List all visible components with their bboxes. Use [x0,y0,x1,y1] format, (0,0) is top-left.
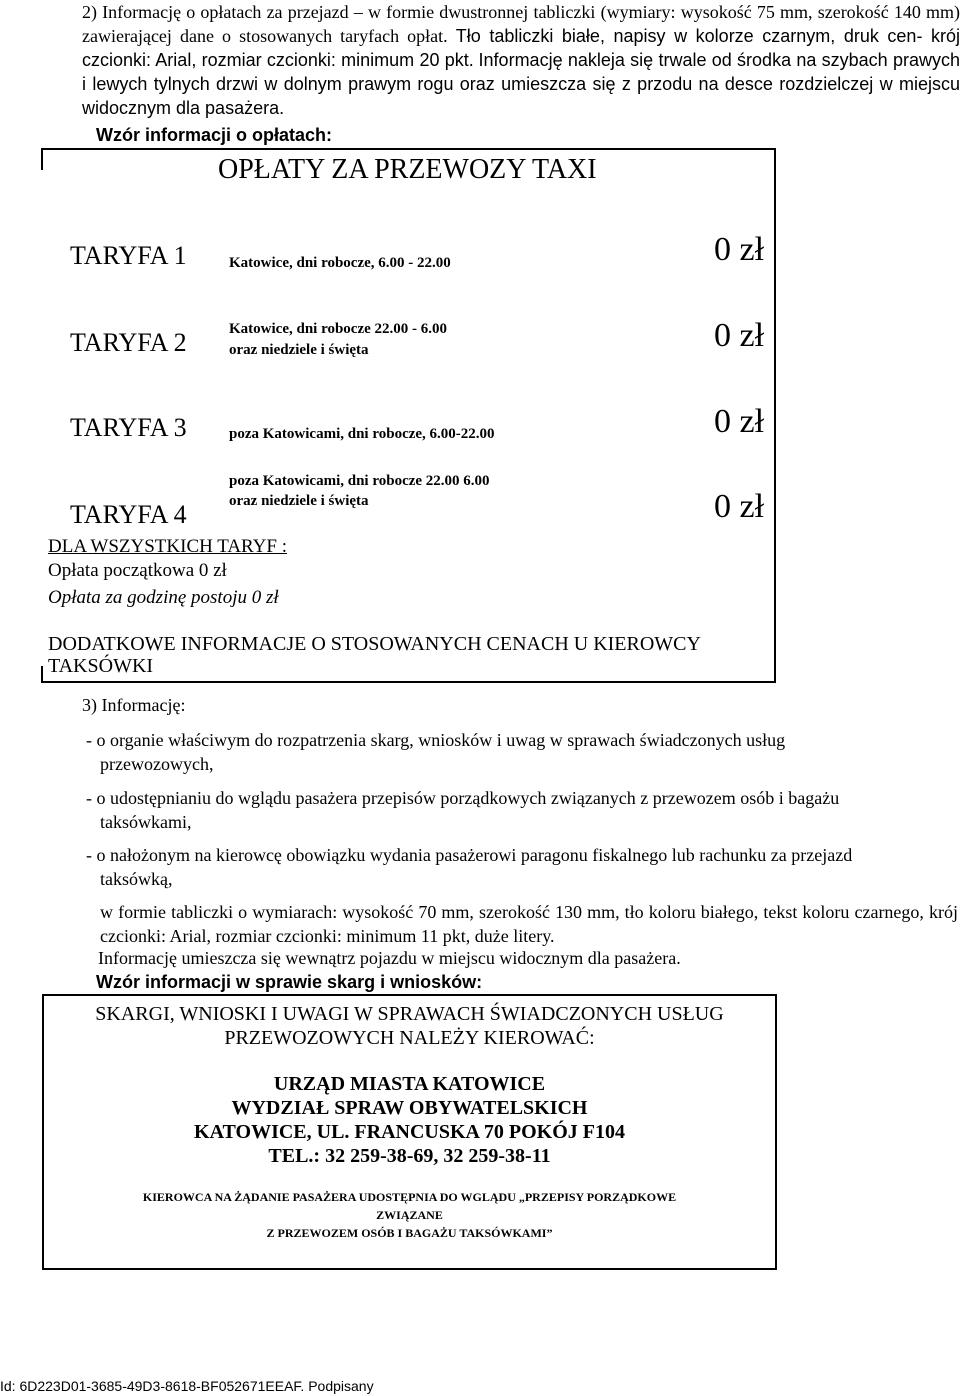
complaints-address [44,1072,775,1168]
tariff-3-desc: poza Katowicami, dni robocze, 6.00-22.00 [229,426,495,442]
initial-fee: Opłata początkowa 0 zł [48,560,227,581]
driver-note-line-2: ZWIĄZANE [376,1208,443,1222]
fees-template-label: Wzór informacji o opłatach: [96,125,333,145]
info-item-1 [86,728,958,776]
info-item-3-line-2: taksówką, [100,869,173,889]
section-2-text-2: Tło tabliczki białe, napisy w kolorze czarnym, druk cen- krój czcionki: Arial, rozmiar czcionki: minimum 20 pkt. [82,26,960,70]
address-line-1: URZĄD MIASTA KATOWICE [273,1073,546,1095]
document-id-footer: Id: 6D223D01-3685-49D3-8618-BF052671EEAF. Podpisany [0,1378,374,1394]
tariff-1-desc: Katowice, dni robocze, 6.00 - 22.00 [229,255,451,271]
tariff-4-price: 0 zł [714,488,765,525]
address-line-3: KATOWICE, UL. FRANCUSKA 70 POKÓJ F104 [194,1121,625,1143]
fees-title: OPŁATY ZA PRZEWOZY TAXI [218,154,597,185]
section-2-paragraph [82,0,960,120]
info-item-2-line-1: - o udostępnianiu do wglądu pasażera przepisów porządkowych związanych z przewozem osób i bagażu [86,788,840,808]
tariff-1-price: 0 zł [714,231,765,268]
hourly-fee: Opłata za godzinę postoju 0 zł [48,587,279,608]
form-text: w formie tabliczki o wymiarach: wysokość 70 mm, szerokość 130 mm, tło koloru białego, tekst koloru czarnego, krój czcionki: Arial, rozmiar czcionki: minimum 11 pkt, duże litery. [100,902,958,946]
info-item-1-line-1: - o organie właściwym do rozpatrzenia skarg, wniosków i uwag w sprawach świadczonych usług [86,730,786,750]
tariff-1-label: TARYFA 1 [70,241,187,270]
info-item-3 [86,843,958,891]
tariff-2-label: TARYFA 2 [70,328,187,357]
complaints-template-label: Wzór informacji w sprawie skarg i wniosków: [96,972,483,992]
all-tariffs-heading: DLA WSZYSTKICH TARYF : [48,536,288,557]
complaints-header-line-1: SKARGI, WNIOSKI I UWAGI W SPRAWACH ŚWIADCZONYCH USŁUG [95,1003,724,1025]
complaints-box [42,994,777,1270]
extra-info: DODATKOWE INFORMACJE O STOSOWANYCH CENACH U KIEROWCY TAKSÓWKI [48,633,701,677]
fees-box-corner [41,666,43,681]
placement-text: Informację umieszcza się wewnątrz pojazdu w miejscu widocznym dla pasażera. [98,948,681,968]
info-item-2 [86,786,958,834]
tariff-2-desc-2: oraz niedziele i święta [229,342,369,358]
complaints-header [44,1002,775,1050]
tariff-4-desc-1: poza Katowicami, dni robocze 22.00 6.00 [229,473,490,489]
tariff-2-desc-1: Katowice, dni robocze 22.00 - 6.00 [229,321,448,337]
tariff-4-desc-2: oraz niedziele i święta [229,493,369,509]
address-line-4: TEL.: 32 259-38-69, 32 259-38-11 [268,1145,551,1167]
address-line-2: WYDZIAŁ SPRAW OBYWATELSKICH [231,1097,588,1119]
tariff-4-label: TARYFA 4 [70,500,187,529]
info-item-1-line-2: przewozowych, [100,754,214,774]
driver-note [44,1188,775,1242]
tariff-3-price: 0 zł [714,403,765,440]
driver-note-line-1: KIEROWCA NA ŻĄDANIE PASAŻERA UDOSTĘPNIA DO WGLĄDU „PRZEPISY PORZĄDKOWE [142,1190,677,1204]
complaints-header-line-2: PRZEWOZOWYCH NALEŻY KIEROWAĆ: [224,1027,595,1049]
info-item-3-line-1: - o nałożonym na kierowcę obowiązku wydania pasażerowi paragonu fiskalnego lub rachunku za przejazd [86,845,853,865]
info-item-2-line-2: taksówkami, [100,812,192,832]
section-2-text-1: 2) Informację o opłatach za przejazd – w formie dwustronnej tabliczki (wymiary: wysokość 75 mm, szerokość 140 mm) zawierającej dane o stosowanych taryfach opłat. [82,2,960,46]
form-description [76,900,958,948]
driver-note-line-3: Z PRZEWOZEM OSÓB I BAGAŻU TAKSÓWKAMI” [266,1226,553,1240]
tariff-2-price: 0 zł [714,317,765,354]
tariff-3-label: TARYFA 3 [70,413,187,442]
section-3-heading: 3) Informację: [82,695,186,715]
section-2-text-3: Informację nakleja się trwale od środka na szybach prawych i lewych tylnych drzwi w dolnym prawym rogu oraz umieszcza się z przodu na desce rozdzielczej w miejscu widocznym dla pasażera. [82,50,960,118]
